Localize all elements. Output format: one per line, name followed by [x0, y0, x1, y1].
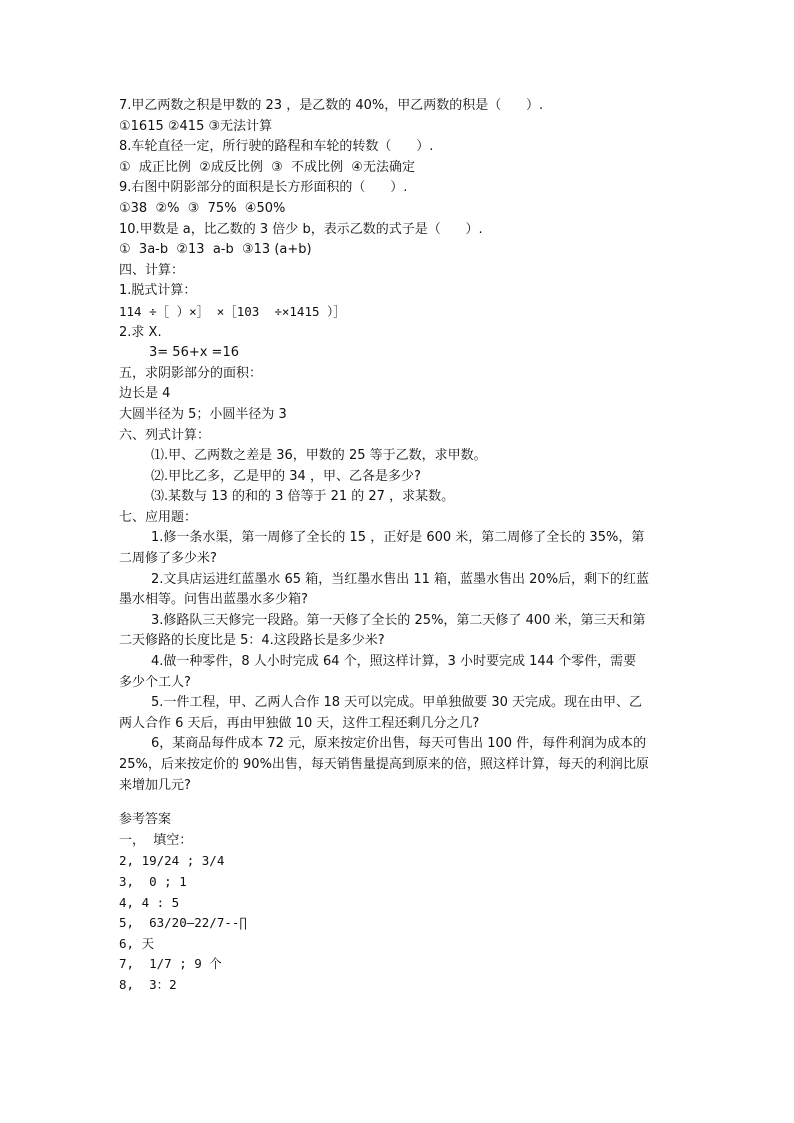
- apply-line: 4.做一种零件，8 人小时完成 64 个，照这样计算，3 小时要完成 144 个零件，需要: [151, 654, 637, 670]
- answer-item: 5, 63/20—22/7--∏: [119, 915, 247, 931]
- apply-line: 两人合作 6 天后，再由甲独做 10 天，这件工程还剩几分之几?: [119, 715, 480, 731]
- answer-item: 7, 1/7 ; 9 个: [119, 956, 222, 972]
- apply-line: 多少个工人?: [119, 674, 191, 690]
- apply-line: 25%，后来按定价的 90%出售，每天销售量提高到原来的倍，照这样计算，每天的利润比原: [119, 757, 649, 772]
- question-8: 8.车轮直径一定，所行驶的路程和车轮的转数（ ）.: [119, 139, 434, 155]
- section-spacer: [119, 796, 679, 810]
- lie-item: ⑶.某数与 13 的和的 3 倍等于 21 的 27 ，求某数。: [151, 489, 455, 505]
- apply-line: 二周修了多少米?: [119, 551, 217, 567]
- calc-expression: 114 ÷［ ）×］ ×［103 ÷×1415 ）］: [119, 303, 346, 319]
- apply-line: 来增加几元?: [119, 777, 191, 793]
- lie-heading: 六、列式计算：: [119, 427, 211, 443]
- shadow-heading: 五，求阴影部分的面积：: [119, 365, 263, 381]
- apply-line: 二天修路的长度比是 5：4.这段路长是多少米?: [119, 633, 385, 649]
- question-8-options: ① 成正比例 ②成反比例 ③ 不成比例 ④无法确定: [119, 159, 415, 175]
- answer-item: 4, 4 : 5: [119, 894, 180, 910]
- question-10: 10.甲数是 a，比乙数的 3 倍少 b，表示乙数的式子是（ ）.: [119, 221, 483, 237]
- answer-item: 3, 0 ; 1: [119, 873, 187, 889]
- apply-line: 2.文具店运进红蓝墨水 65 箱，当红墨水售出 11 箱，蓝墨水售出 20%后，剩下的红蓝: [151, 571, 650, 587]
- question-9-options: ①38 ②% ③ 75% ④50%: [119, 200, 286, 216]
- answer-item: 8, 3：2: [119, 976, 177, 992]
- question-7: 7.甲乙两数之积是甲数的 23 ，是乙数的 40%，甲乙两数的积是（ ）.: [119, 98, 544, 113]
- calc-equation: 3= 56+x =16: [149, 345, 239, 361]
- apply-line: 墨水相等。问售出蓝墨水多少箱?: [119, 592, 308, 608]
- shadow-line-1: 边长是 4: [119, 386, 171, 402]
- apply-heading: 七、应用题：: [119, 509, 198, 525]
- answers-heading: 参考答案: [119, 812, 172, 828]
- question-9: 9.右图中阴影部分的面积是长方形面积的（ ）.: [119, 180, 408, 196]
- lie-item: ⑵.甲比乙多，乙是甲的 34 ，甲、乙各是多少?: [151, 468, 421, 484]
- apply-line: 5.一件工程，甲、乙两人合作 18 天可以完成。甲单独做要 30 天完成。现在由甲、乙: [151, 695, 643, 711]
- shadow-line-2: 大圆半径为 5；小圆半径为 3: [119, 406, 287, 422]
- question-10-options: ① 3a-b ②13 a-b ③13 (a+b): [119, 242, 312, 258]
- calc-heading: 四、计算：: [119, 262, 185, 278]
- answer-item: 2, 19/24 ; 3/4: [119, 853, 225, 869]
- document-content: [119, 96, 679, 996]
- apply-line: 6，某商品每件成本 72 元，原来按定价出售，每天可售出 100 件，每件利润为成本的: [151, 736, 647, 752]
- lie-item: ⑴.甲、乙两数之差是 36，甲数的 25 等于乙数，求甲数。: [151, 448, 487, 464]
- apply-line: 3.修路队三天修完一段路。第一天修了全长的 25%，第二天修了 400 米，第三天和第: [151, 612, 646, 628]
- calc-sub2: 2.求 X.: [119, 324, 162, 340]
- question-7-options: ①1615 ②415 ③无法计算: [119, 118, 273, 134]
- answers-section: 一， 填空：: [119, 832, 193, 848]
- calc-sub1: 1.脱式计算：: [119, 283, 197, 299]
- answer-item: 6, 天: [119, 935, 155, 951]
- apply-line: 1.修一条水渠，第一周修了全长的 15 ，正好是 600 米，第二周修了全长的 35%，第: [151, 530, 645, 546]
